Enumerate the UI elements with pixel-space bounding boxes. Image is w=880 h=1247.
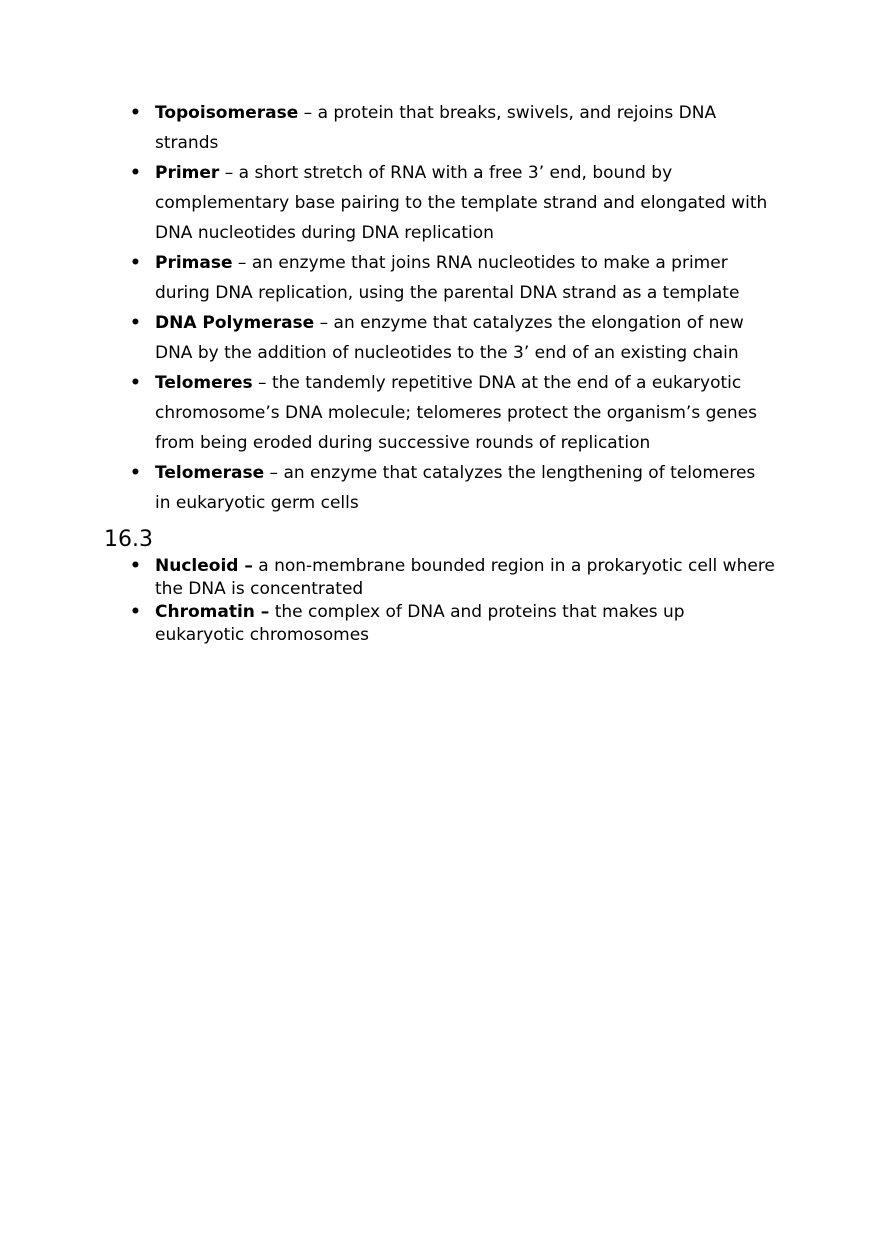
list-item [155,555,775,601]
definition: a short stretch of RNA with a free 3’ end, bound by complementary base pairing to the template strand and elongated with DNA nucleotides during DNA replication [155,163,768,243]
list-item [155,98,775,158]
separator: – [314,313,334,333]
definition: a protein that breaks, swivels, and rejoins DNA strands [155,103,717,153]
list-item [155,368,775,458]
definition: a non-membrane bounded region in a prokaryotic cell where the DNA is concentrated [155,556,775,599]
term: Primer [155,163,220,183]
separator: – [264,463,284,483]
term: Topoisomerase [155,103,299,123]
term: Telomerase [155,463,265,483]
list-item [155,601,775,647]
glossary-list-1 [155,98,775,518]
definition: an enzyme that joins RNA nucleotides to make a primer during DNA replication, using the parental DNA strand as a template [155,253,740,303]
list-item [155,248,775,308]
definition: an enzyme that catalyzes the lengthening of telomeres in eukaryotic germ cells [155,463,756,513]
list-item [155,458,775,518]
separator: – [219,163,239,183]
separator: – [232,253,252,273]
term: DNA Polymerase [155,313,315,333]
term: Primase [155,253,233,273]
term: Nucleoid – [155,556,253,576]
term: Telomeres [155,373,253,393]
separator: – [252,373,272,393]
separator: – [298,103,318,123]
definition: the complex of DNA and proteins that makes up eukaryotic chromosomes [155,602,685,645]
definition: an enzyme that catalyzes the elongation of new DNA by the addition of nucleotides to the 3’ end of an existing chain [155,313,744,363]
section-heading: 16.3 [104,527,153,552]
glossary-list-2 [155,555,775,647]
list-item [155,158,775,248]
list-item [155,308,775,368]
term: Chromatin – [155,602,270,622]
definition: the tandemly repetitive DNA at the end of a eukaryotic chromosome’s DNA molecule; telomeres protect the organism’s genes from being eroded during successive rounds of replication [155,373,757,453]
